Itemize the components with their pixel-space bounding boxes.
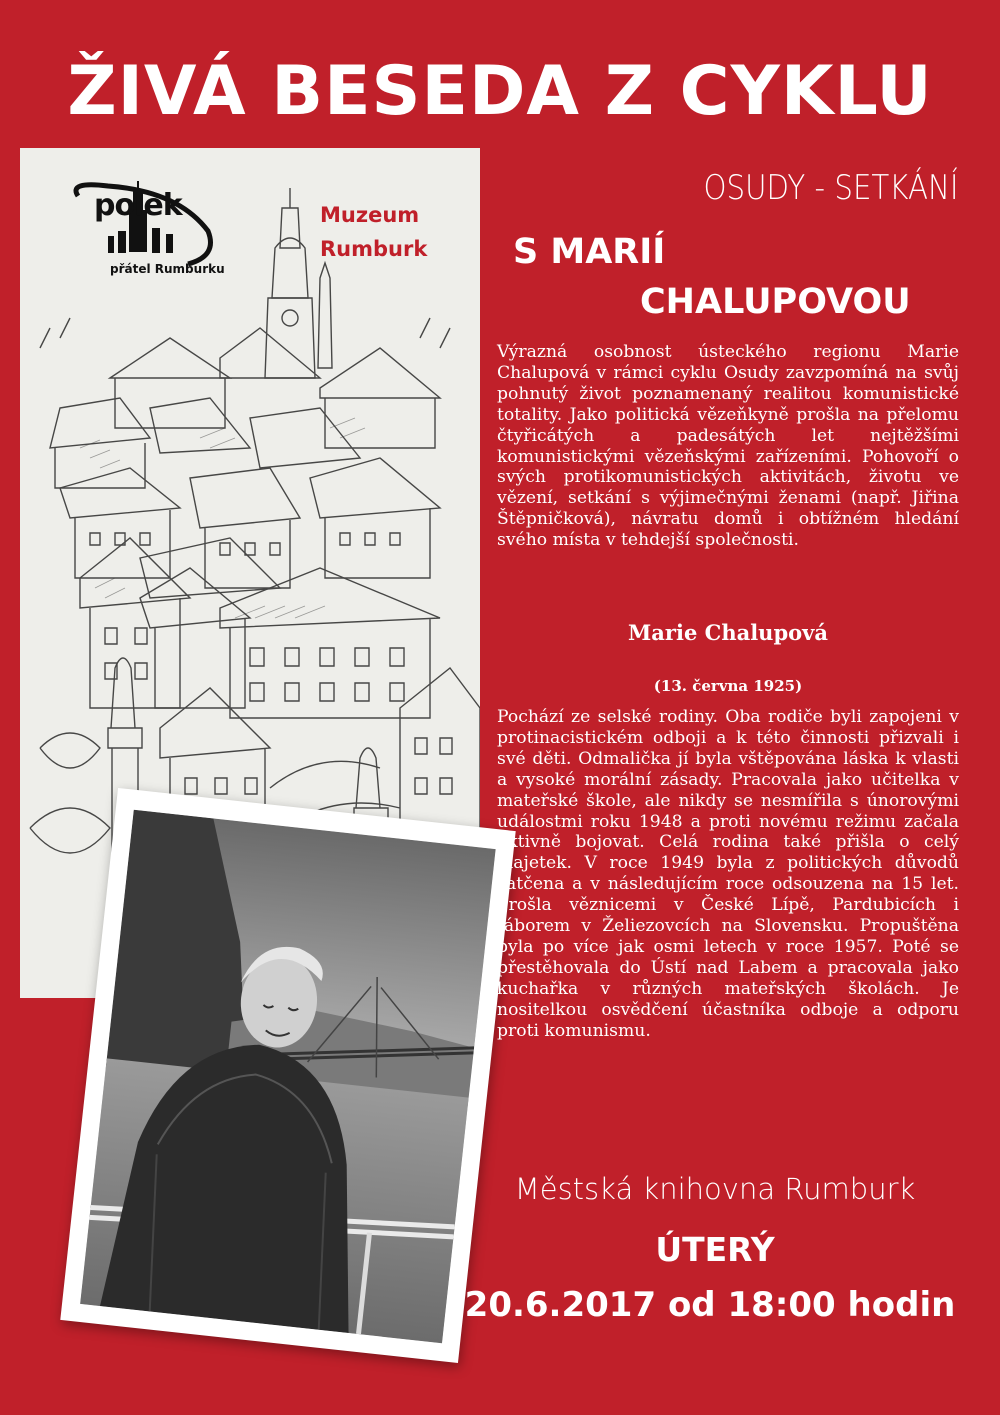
venue: Městská knihovna Rumburk bbox=[514, 1172, 916, 1206]
intro-paragraph: Výrazná osobnost ústeckého regionu Marie Chalupová v rámci cyklu Osudy zavzpomíná na svůj pohnutý život poznamenaný realitou komunistické totality. Jako politická vězeňkyně prošla na přelomu čtyřicátých a padesátých let nejtěžšími komunistickými vězeňskými zařízeními. Pohovoří o svých protikomunistických aktivitách, životu ve vězení, setkání s výjimečnými ženami (např. Jiřina Štěpničková), návratu domů i obtížném hledání svého místa v tehdejší společnosti. bbox=[497, 342, 959, 551]
guest-name-line1: S MARIÍ bbox=[513, 232, 666, 272]
museum-label-line1: Muzeum bbox=[320, 203, 420, 227]
logo-word: polek bbox=[94, 188, 182, 223]
birth-date: (13. června 1925) bbox=[653, 677, 803, 695]
person-name-heading: Marie Chalupová bbox=[628, 620, 828, 645]
portrait-photo bbox=[60, 788, 515, 1363]
guest-name-line2: CHALUPOVOU bbox=[640, 282, 911, 322]
museum-label bbox=[320, 198, 427, 266]
event-day: ÚTERÝ bbox=[655, 1230, 775, 1269]
biography-paragraph: Pochází ze selské rodiny. Oba rodiče byli zapojeni v protinacistickém odboji a k této činnosti přizvali i své děti. Odmalička jí byla vštěpována láska k vlasti a vysoké morální zásady. Pracovala jako učitelka v mateřské škole, ale nikdy se nesmířila s únorovými událostmi roku 1948 a proti novému režimu začala aktivně bojovat. Celá rodina také přišla o celý majetek. V roce 1949 byla z politických důvodů zatčena a v následujícím roce odsouzena na 15 let. Prošla věznicemi v České Lípě, Pardubicích i táborem v Želiezovcích na Slovensku. Propuštěna byla po více jak osmi letech v roce 1957. Poté se přestěhovala do Ústí nad Labem a pracovala jako kuchařka v různých mateřských školách. Je nositelkou osvědčení účastníka odboje a odporu proti komunismu. bbox=[497, 707, 959, 1041]
event-datetime: 20.6.2017 od 18:00 hodin bbox=[464, 1285, 956, 1325]
poster-heading: ŽIVÁ BESEDA Z CYKLU bbox=[67, 52, 933, 131]
logo-subtitle: přátel Rumburku bbox=[110, 262, 225, 276]
series-title: OSUDY - SETKÁNÍ bbox=[703, 168, 958, 208]
museum-label-line2: Rumburk bbox=[320, 237, 428, 261]
portrait-photo-image bbox=[80, 810, 496, 1343]
